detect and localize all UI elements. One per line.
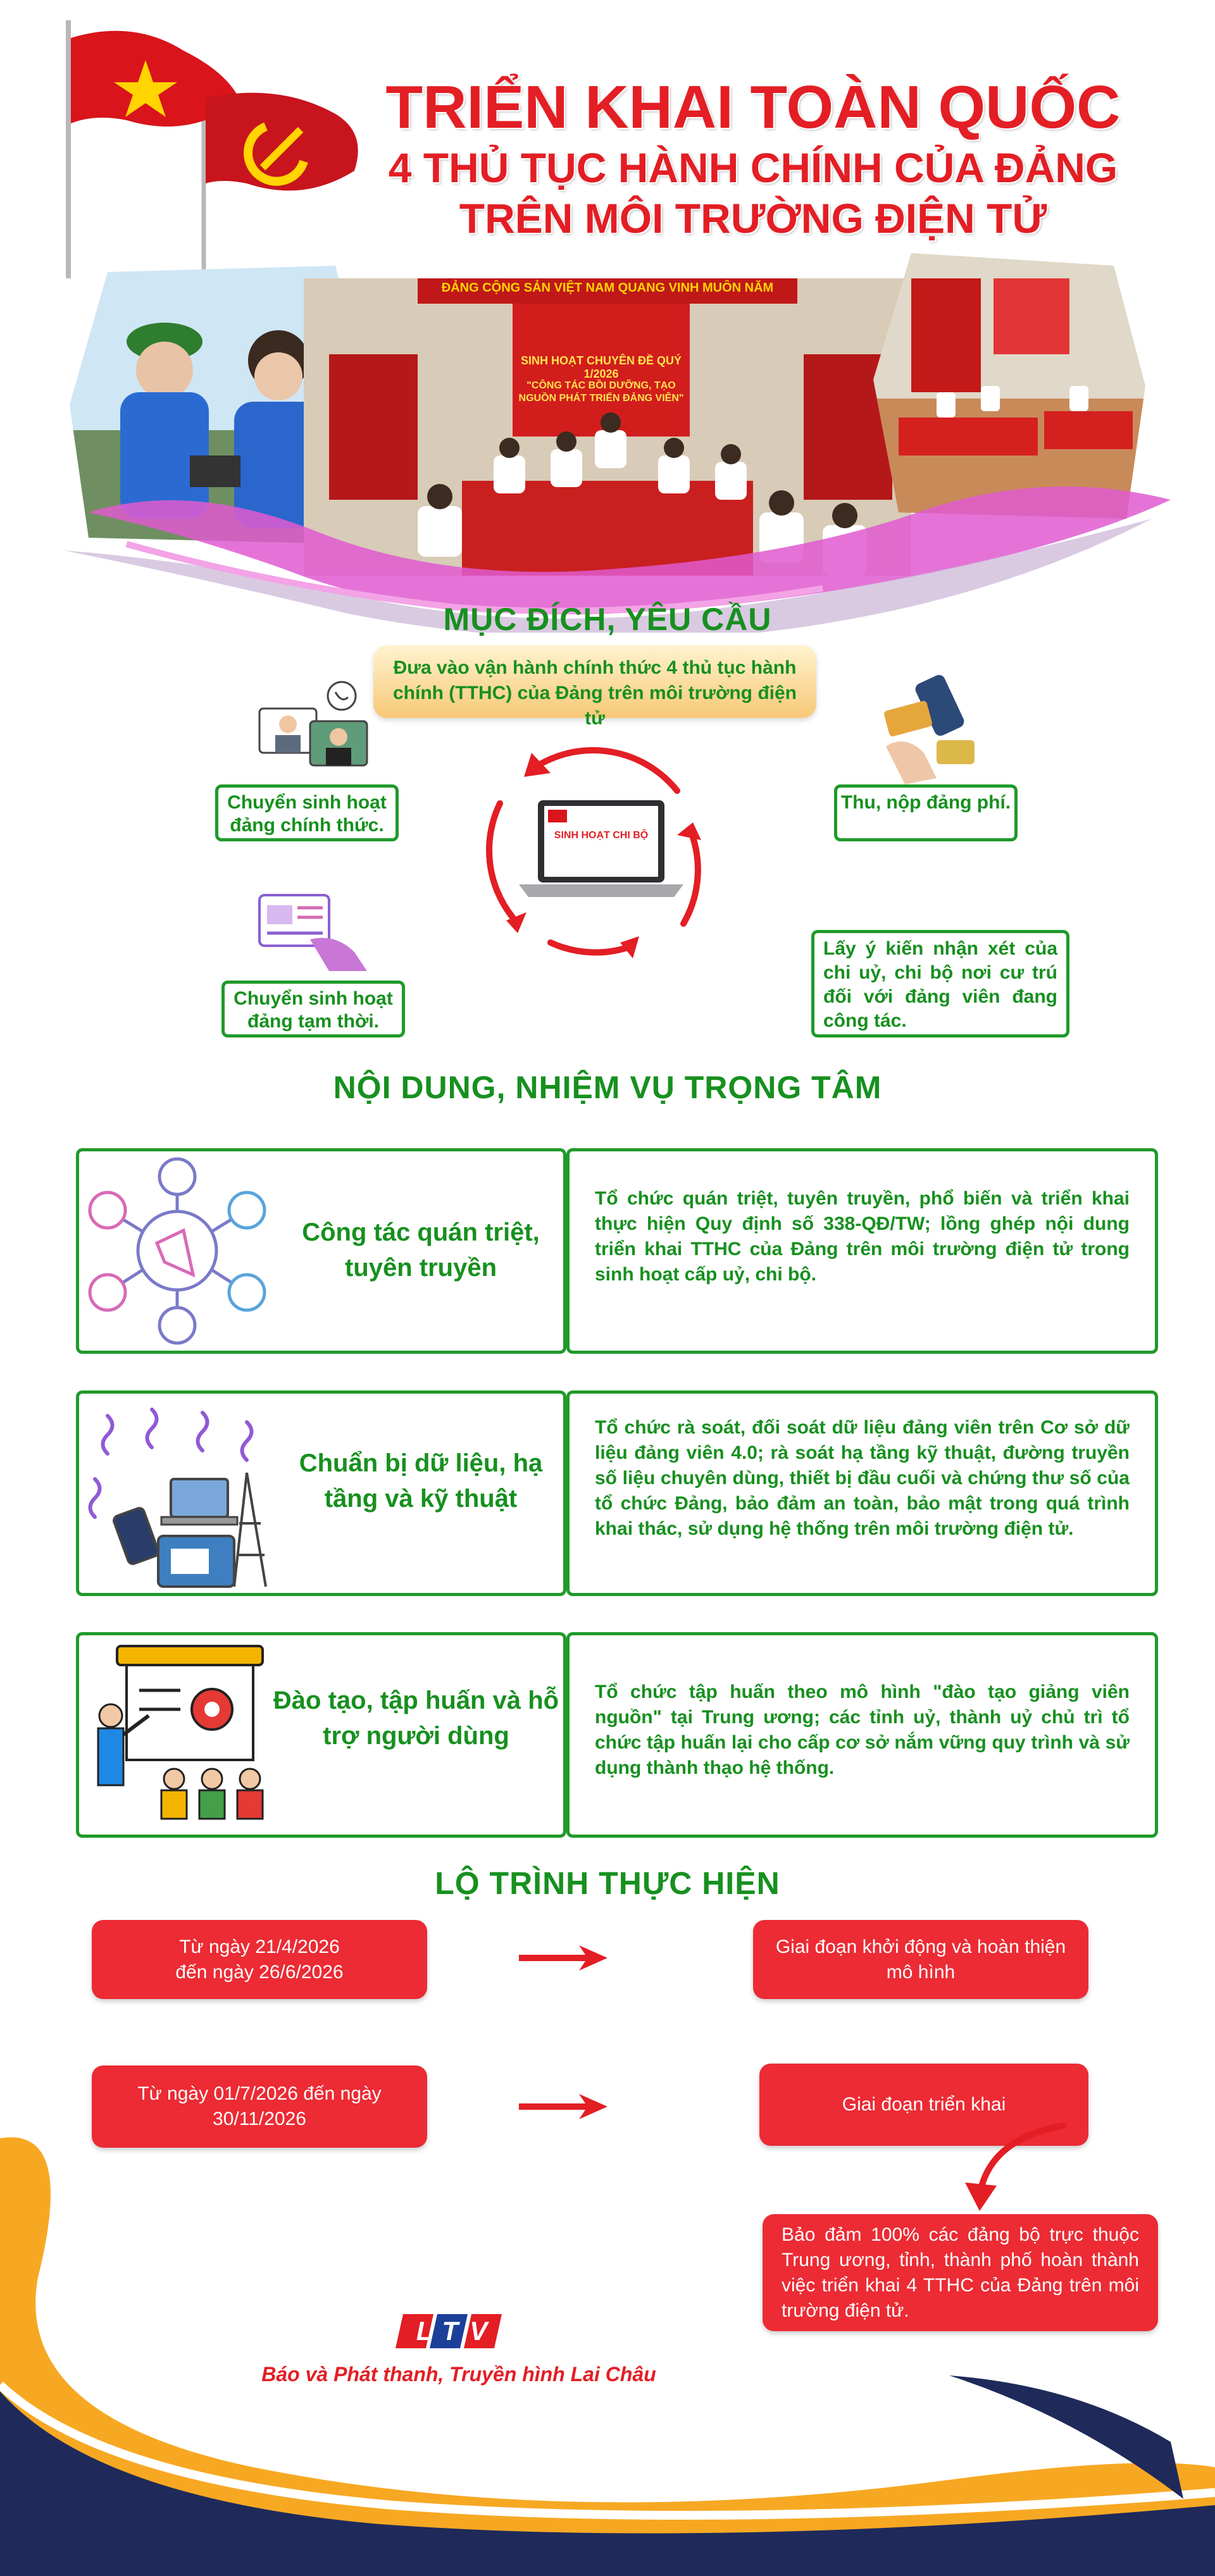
ltv-logo (396, 2309, 509, 2353)
roadmap-title: LỘ TRÌNH THỰC HIỆN (435, 1866, 780, 1901)
task-name: Công tác quán triệt, tuyên truyền (302, 1218, 540, 1282)
roadmap-goal: Bảo đảm 100% các đảng bộ trực thuộc Trung ương, tỉnh, thành phố hoàn thành việc triển khai 4 TTHC của Đảng trên môi trường điện tử. (763, 2214, 1158, 2331)
roadmap-phase-2: Giai đoạn triển khai (759, 2064, 1088, 2146)
megaphone-network-icon (82, 1155, 272, 1347)
task-name: Đào tạo, tập huấn và hỗ trợ người dùng (273, 1687, 559, 1750)
cycle-arrows-illustration (468, 728, 734, 968)
training-presentation-icon (92, 1640, 275, 1830)
purpose-intro: Đưa vào vận hành chính thức 4 thủ tục hành chính (TTHC) của Đảng trên môi trường điện tử (373, 645, 816, 718)
purpose-item-temporary-transfer: Chuyển sinh hoạt đảng tạm thời. (221, 981, 405, 1037)
roadmap-period-2: Từ ngày 01/7/2026 đến ngày 30/11/2026 (92, 2065, 427, 2148)
footer-waves (0, 2088, 1215, 2576)
task-desc-box (566, 1632, 1158, 1838)
card-payment-icon (873, 671, 987, 784)
title-line-1: TRIỂN KHAI TOÀN QUỐC (385, 73, 1121, 141)
meeting-banner-top: ĐẢNG CỘNG SẢN VIỆT NAM QUANG VINH MUÔN NĂM (441, 281, 774, 295)
title-line-2: 4 THỦ TỤC HÀNH CHÍNH CỦA ĐẢNG (388, 144, 1118, 191)
task-description: Tổ chức rà soát, đối soát dữ liệu đảng viên trên Cơ sở dữ liệu đảng viên 4.0; rà soát hạ tầng kỹ thuật, đường truyền số liệu chuyên dùng, thiết bị đầu cuối và chứng thư số của tổ chức Đảng, bảo đảm an toàn, bảo mật trong quá trình khai thác, sử dụng hệ thống trên môi trường điện tử. (595, 1417, 1130, 1539)
task-desc-box (566, 1148, 1158, 1354)
roadmap-phase-1: Giai đoạn khởi động và hoàn thiện mô hình (753, 1920, 1088, 1999)
task-name: Chuẩn bị dữ liệu, hạ tầng và kỹ thuật (299, 1449, 543, 1513)
purpose-item-party-fee: Thu, nộp đảng phí. (834, 784, 1018, 841)
video-call-icon (247, 677, 373, 778)
purpose-item-opinions: Lấy ý kiến nhận xét của chi uỷ, chi bộ nơi cư trú đối với đảng viên đang công tác. (811, 930, 1069, 1037)
publisher-name: Báo và Phát thanh, Truyền hình Lai Châu (261, 2363, 656, 2386)
task-description: Tổ chức quán triệt, tuyên truyền, phổ biến và triển khai thực hiện Quy định số 338-QĐ/TW; lồng ghép nội dung triển khai TTHC của Đảng trên môi trường điện tử trong sinh hoạt cấp uỷ, chi bộ. (595, 1188, 1130, 1285)
meeting-banner-sub: "CÔNG TÁC BỒI DƯỠNG, TẠO NGUỒN PHÁT TRIỂN ĐẢNG VIÊN" (518, 380, 684, 404)
purpose-title: MỤC ĐÍCH, YÊU CẦU (443, 602, 772, 637)
task-desc-box (566, 1390, 1158, 1596)
right-arrow-icon (516, 1942, 611, 1974)
transfer-form-icon (253, 889, 373, 977)
task-description: Tổ chức tập huấn theo mô hình "đào tạo giảng viên nguồn" tại Trung ương; các tỉnh uỷ, thành uỷ chủ trì tổ chức tập huấn lại cho cấp cơ sở nắm vững quy trình và sử dụng thành thạo hệ thống. (595, 1681, 1130, 1778)
title-line-3: TRÊN MÔI TRƯỜNG ĐIỆN TỬ (459, 195, 1047, 242)
roadmap-period-1: Từ ngày 21/4/2026 đến ngày 26/6/2026 (92, 1920, 427, 1999)
tasks-title: NỘI DUNG, NHIỆM VỤ TRỌNG TÂM (333, 1070, 882, 1105)
devices-infrastructure-icon (82, 1397, 285, 1590)
purpose-item-official-transfer: Chuyển sinh hoạt đảng chính thức. (215, 784, 399, 841)
meeting-banner-title: SINH HOẠT CHUYÊN ĐỀ QUÝ 1/2026 (520, 354, 682, 380)
flags-illustration (38, 13, 367, 278)
ltv-logo-text: LTV (416, 2316, 499, 2346)
laptop-screen-label: SINH HOẠT CHI BỘ (554, 830, 649, 841)
